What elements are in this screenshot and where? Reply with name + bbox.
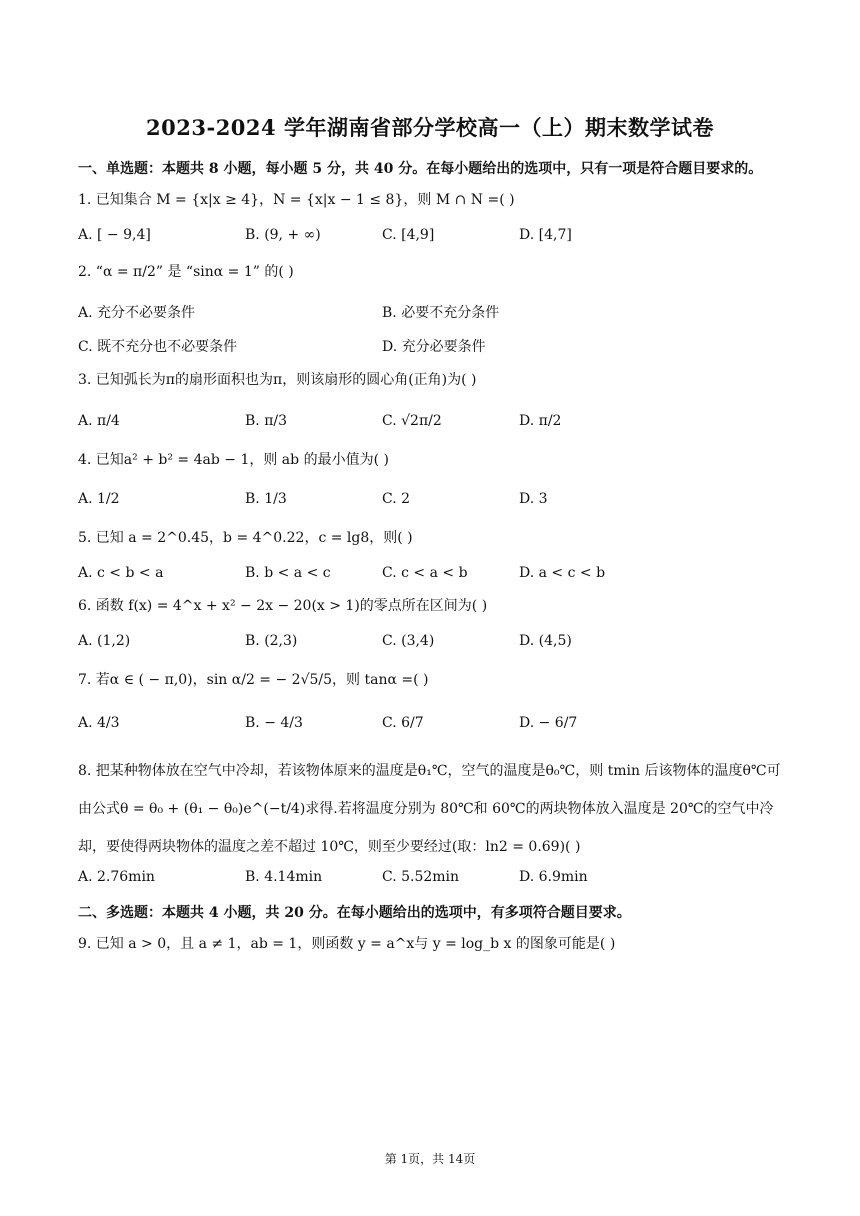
option-b: B. 1/3 — [245, 491, 287, 507]
option-d: D. − 6/7 — [519, 715, 578, 731]
question-2 — [78, 262, 294, 282]
section-multiple-choice-heading: 二、多选题：本题共 4 小题，共 20 分。在每小题给出的选项中，有多项符合题目要求。 — [78, 905, 631, 921]
option-c: C. (3,4) — [382, 633, 435, 649]
option-c: C. c < a < b — [382, 565, 468, 581]
option-c: C. 5.52min — [382, 869, 460, 885]
question-4-options — [78, 488, 782, 518]
question-6 — [78, 596, 487, 616]
option-d: D. (4,5) — [519, 633, 572, 649]
question-stem: 7. 若α ∈ ( − π,0)，sin α/2 = − 2√5/5，则 tanα =( ) — [78, 672, 429, 688]
question-2-options-row-1 — [78, 302, 782, 332]
option-d: D. 6.9min — [519, 869, 588, 885]
question-2-options-row-2 — [78, 336, 782, 366]
option-b: B. (2,3) — [245, 633, 298, 649]
question-3-options — [78, 410, 782, 440]
question-stem: 4. 已知a² + b² = 4ab − 1，则 ab 的最小值为( ) — [78, 452, 389, 468]
question-1 — [78, 190, 515, 210]
question-4 — [78, 450, 389, 470]
option-d: D. [4,7] — [519, 227, 572, 243]
option-a: A. 2.76min — [78, 869, 155, 885]
option-b: B. 4.14min — [245, 869, 323, 885]
question-7-options — [78, 712, 782, 742]
question-stem: 9. 已知 a > 0，且 a ≠ 1，ab = 1，则函数 y = a^x与 y = log_b x 的图象可能是( ) — [78, 936, 616, 952]
question-6-options — [78, 630, 782, 660]
option-a: A. 1/2 — [78, 491, 120, 507]
question-3 — [78, 370, 477, 390]
option-c: C. 2 — [382, 491, 411, 507]
option-b: B. (9, + ∞) — [245, 227, 321, 243]
question-1-options — [78, 224, 782, 254]
page-title: 2023-2024 学年湖南省部分学校高一（上）期末数学试卷 — [146, 115, 714, 140]
option-d: D. π/2 — [519, 413, 562, 429]
section-single-choice-heading: 一、单选题：本题共 8 小题，每小题 5 分，共 40 分。在每小题给出的选项中，只有一项是符合题目要求的。 — [78, 161, 763, 177]
option-a: A. c < b < a — [78, 565, 164, 581]
option-a: A. [ − 9,4] — [78, 227, 151, 243]
question-stem: 8. 把某种物体放在空气中冷却，若该物体原来的温度是θ₁℃，空气的温度是θ₀℃，则 tmin 后该物体的温度θ℃可由公式θ = θ₀ + (θ₁ − θ₀)e^(−t/4)求得.若将温度分别为 80℃和 60℃的两块物体放入温度是 20℃的空气中冷却，要使得两块物体的温度之差不超过 10℃，则至少要经过(取：ln2 = 0.69)( ) — [78, 763, 781, 855]
option-a: A. 4/3 — [78, 715, 120, 731]
question-stem: 6. 函数 f(x) = 4^x + x² − 2x − 20(x > 1)的零点所在区间为( ) — [78, 598, 488, 614]
option-c: C. [4,9] — [382, 227, 435, 243]
option-d: D. a < c < b — [519, 565, 606, 581]
option-b: B. 必要不充分条件 — [382, 305, 500, 321]
question-stem: 1. 已知集合 M = {x|x ≥ 4}，N = {x|x − 1 ≤ 8}，则 M ∩ N =( ) — [78, 192, 515, 208]
question-5-options — [78, 562, 782, 592]
question-stem: 5. 已知 a = 2^0.45，b = 4^0.22，c = lg8，则( ) — [78, 530, 413, 546]
question-8-options — [78, 866, 782, 896]
option-b: B. π/3 — [245, 413, 288, 429]
option-b: B. b < a < c — [245, 565, 331, 581]
option-a: A. π/4 — [78, 413, 120, 429]
question-stem: 3. 已知弧长为π的扇形面积也为π，则该扇形的圆心角(正角)为( ) — [78, 372, 477, 388]
question-9 — [78, 934, 615, 954]
option-a: A. (1,2) — [78, 633, 131, 649]
option-d: D. 3 — [519, 491, 548, 507]
option-b: B. − 4/3 — [245, 715, 303, 731]
question-7 — [78, 670, 428, 690]
option-c: C. √2π/2 — [382, 413, 442, 429]
question-8 — [78, 752, 788, 866]
option-a: A. 充分不必要条件 — [78, 305, 196, 321]
option-c: C. 6/7 — [382, 715, 424, 731]
question-5 — [78, 528, 413, 548]
option-c: C. 既不充分也不必要条件 — [78, 339, 238, 355]
page-footer: 第 1页，共 14页 — [384, 1152, 476, 1166]
question-stem: 2. “α = π/2” 是 “sinα = 1” 的( ) — [78, 264, 294, 280]
option-d: D. 充分必要条件 — [382, 339, 486, 355]
